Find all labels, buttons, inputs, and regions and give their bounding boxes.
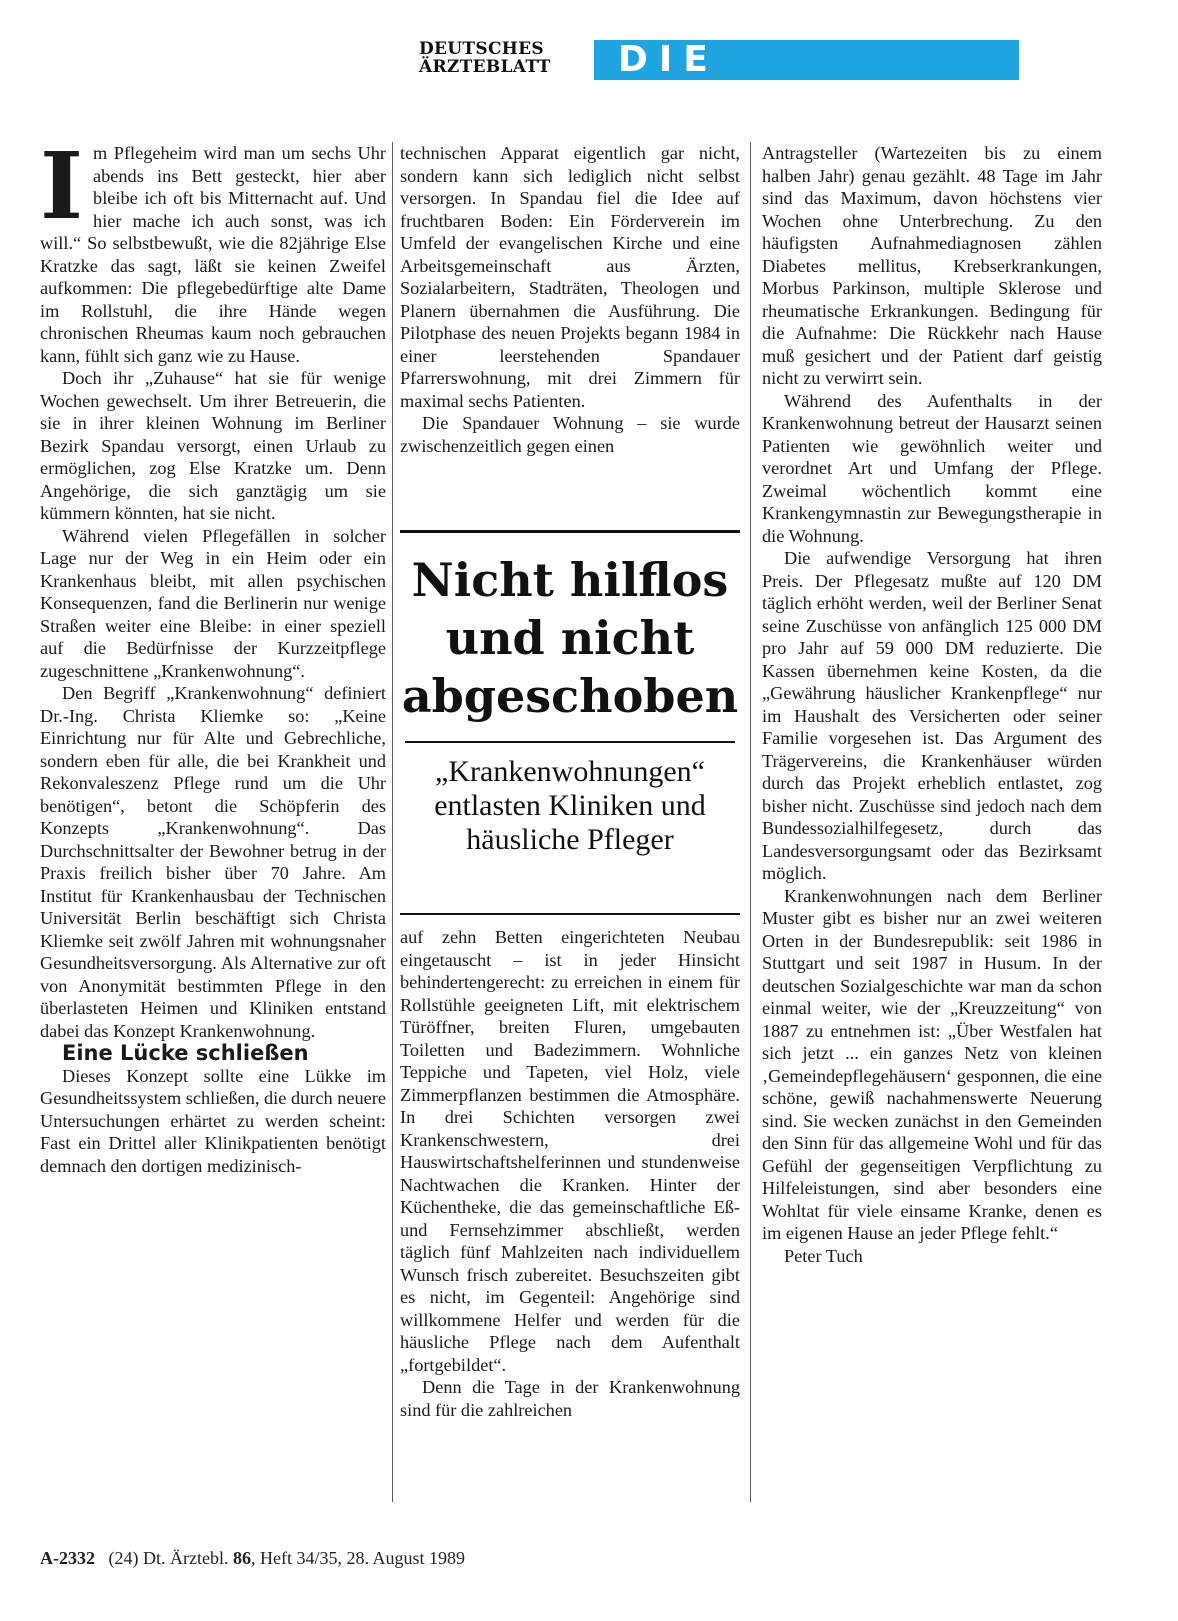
article-column-2-upper	[400, 142, 740, 522]
paragraph: Die aufwendige Versorgung hat ihren Preis. Der Pflegesatz mußte auf 120 DM täglich erhöht werden, weil der Berliner Senat seine Zuschüsse von anfänglich 125 000 DM pro Jahr auf 59 000 DM reduzierte. Die Kassen übernehmen keine Kosten, da die „Gewährung häuslicher Krankenpflege“ nur im Haushalt des Versicherten oder seiner Familie vorgesehen ist. Das Argument des Trägervereins, die Krankenhäuser würden durch das Projekt erheblich entlastet, zog bisher nicht. Zuschüsse sind jedoch nach dem Bundessozialhilfegesetz, durch das Landesversorgungsamt oder das Bezirksamt möglich.	[762, 548, 1102, 883]
brand-logo	[419, 40, 589, 76]
masthead	[419, 39, 1019, 120]
paragraph: m Pflegeheim wird man um sechs Uhr abends ins Bett gesteckt, hier aber bleibe ich oft bis Mitternacht auf. Und hier mache ich auch sonst, was ich will.“ So selbstbewußt, wie die 82jährige Else Kratzke das sagt, läßt sie keinen Zweifel aufkommen: Die pflegebedürftige alte Dame im Rollstuhl, die ihre Hände wegen chronischen Rheumas kaum noch gebrauchen kann, fühlt sich ganz wie zu Hause.	[40, 143, 386, 366]
brand-line-1: DEUTSCHES	[419, 39, 544, 59]
citation-suffix: , Heft 34/35, 28. August 1989	[250, 1548, 465, 1568]
paragraph: Die Spandauer Wohnung – sie wurde zwischenzeitlich gegen einen	[400, 413, 740, 456]
page-footer	[40, 1548, 740, 1569]
paragraph: Den Begriff „Krankenwohnung“ definiert Dr.-Ing. Christa Kliemke so: „Keine Einrichtung nur für Alte und Gebrechliche, sondern eben für alle, die bei Krankheit und Rekonvaleszenz Pflege rund um die Uhr benötigen“, betont die Schöpferin des Konzepts „Krankenwohnung“. Das Durchschnittsalter der Bewohner betrug in der Praxis freilich bisher über 70 Jahre. Am Institut für Krankenhausbau der Technischen Universität Berlin beschäftigt sich Christa Kliemke seit zwölf Jahren mit wohnungsnaher Gesundheitsversorgung. Als Alternative zur oft von Anonymität bestimmten Pflege in den überlasteten Heimen und Kliniken entstand dabei das Konzept Krankenwohnung.	[40, 683, 386, 1041]
drop-cap: I	[40, 132, 84, 240]
volume-number: 86	[232, 1548, 251, 1568]
page-number: A-2332	[40, 1548, 95, 1568]
paragraph: technischen Apparat eigentlich gar nicht, sondern kann sich lediglich nicht selbst versorgen. In Spandau fiel die Idee auf fruchtbaren Boden: Ein Förderverein im Umfeld der evangelischen Kirche und eine Arbeitsgemeinschaft aus Ärzten, Sozialarbeitern, Stadträten, Theologen und Planern übernahmen die Ausführung. Die Pilotphase des neuen Projekts begann 1984 in einer leerstehenden Spandauer Pfarrerswohnung, mit drei Zimmern für maximal sechs Patienten.	[400, 143, 740, 411]
paragraph: Während des Aufenthalts in der Krankenwohnung betreut der Hausarzt seinen Patienten wie gewöhnlich weiter und verordnet Art und Umfang der Pflege. Zweimal wöchentlich kommt eine Krankengymnastin zur Bewegungstherapie in die Wohnung.	[762, 390, 1102, 546]
paragraph: Doch ihr „Zuhause“ hat sie für wenige Wochen gewechselt. Um ihrer Betreuerin, die sie in ihrer kleinen Wohnung im Berliner Bezirk Spandau versorgt, einen Urlaub zu ermöglichen, zog Else Kratzke um. Denn Angehörige, die sich ganztägig um sie kümmern könnten, hat sie nicht.	[40, 368, 386, 523]
citation-prefix: (24) Dt. Ärztebl.	[108, 1548, 229, 1568]
column-divider	[392, 142, 393, 1502]
paragraph: Dieses Konzept sollte eine Lükke im Gesundheitssystem schließen, die durch neuere Untersuchungen erhärtet zu werden scheint: Fast ein Drittel aller Klinikpatienten benötigt demnach den dortigen medizinisch-	[40, 1065, 386, 1176]
paragraph: Antragsteller (Wartezeiten bis zu einem halben Jahr) genau gezählt. 48 Tage im Jahr sind das Maximum, davon höchstens vier Wochen ohne Unterbrechung. Zu den häufigsten Aufnahmediagnosen zählen Diabetes mellitus, Krebserkrankungen, Morbus Parkinson, multiple Sklerose und rheumatische Erkrankungen. Bedingung für die Aufnahme: Die Rückkehr nach Hause muß gesichert und der Patient darf geistig nicht zu verwirrt sein.	[762, 143, 1102, 388]
paragraph: auf zehn Betten eingerichteten Neubau eingetauscht – ist in jeder Hinsicht behindertengerecht: zu erreichen in einem für Rollstühle geeigneten Lift, mit elektrischem Türöffner, breiten Fluren, umgebauten Toiletten und Badezimmern. Wohnliche Teppiche und Tapeten, viel Holz, viele Zimmerpflanzen bestimmen die Atmosphäre. In drei Schichten versorgen zwei Krankenschwestern, drei Hauswirtschaftshelferinnen und stundenweise Nachtwachen die Kranken. Hinter der Küchentheke, die das gemeinschaftliche Eß- und Fernsehzimmer abschließt, werden täglich fünf Mahlzeiten nach individuellem Wunsch frisch zubereitet. Besuchszeiten gibt es nicht, im Gegenteil: Angehörige sind willkommene Helfer und werden für die häusliche Pflege nach dem Aufenthalt „fortgebildet“.	[400, 927, 740, 1375]
headline: Nicht hilflos und nicht abgeschoben	[401, 553, 739, 723]
article-column-1	[40, 132, 386, 1502]
section-banner: DIE REPORTAGE	[594, 40, 1019, 80]
kicker: „Krankenwohnungen“ entlasten Kliniken und häusliche Pfleger	[434, 755, 706, 856]
paragraph: Krankenwohnungen nach dem Berliner Muster gibt es bisher nur an zwei weiteren Orten in der Bundesrepublik: seit 1986 in Stuttgart und seit 1987 in Husum. In der deutschen Sozialgeschichte war man da schon einmal weiter, wie der „Kreuzzeitung“ von 1887 zu entnehmen ist: „Über Westfalen hat sich jetzt ... ein ganzes Netz von kleinen ‚Gemeindepflegehäusern‘ gesponnen, die eine schöne, gewiß nachahmenswerte Neuerung sind. Sie wecken zunächst in den Gemeinden den Sinn für das allgemeine Wohl und für das Gefühl der gegenseitigen Verpflichtung zu Hilfeleistungen, sind aber besonders eine Wohltat für viele einsame Kranke, denen es im eigenen Hause an jeder Pflege fehlt.“	[762, 885, 1102, 1243]
paragraph: Denn die Tage in der Krankenwohnung sind für die zahlreichen	[400, 1377, 740, 1420]
article-column-2-lower	[400, 926, 740, 1506]
paragraph: Während vielen Pflegefällen in solcher Lage nur der Weg in ein Heim oder ein Krankenhaus bleibt, mit allen psychischen Konsequenzen, fand die Berlinerin nur wenige Straßen weiter eine Bleibe: in einer speziell auf die Bedürfnisse der Kurzzeitpflege zugeschnittene „Krankenwohnung“.	[40, 525, 386, 681]
article-column-3	[762, 142, 1102, 1502]
column-divider	[750, 142, 751, 1502]
section-subheading: Eine Lücke schließen	[62, 1041, 309, 1065]
brand-line-2: ÄRZTEBLATT	[419, 57, 551, 77]
headline-box	[400, 530, 740, 915]
author-signature: Peter Tuch	[784, 1245, 863, 1266]
headline-rule	[405, 741, 735, 743]
